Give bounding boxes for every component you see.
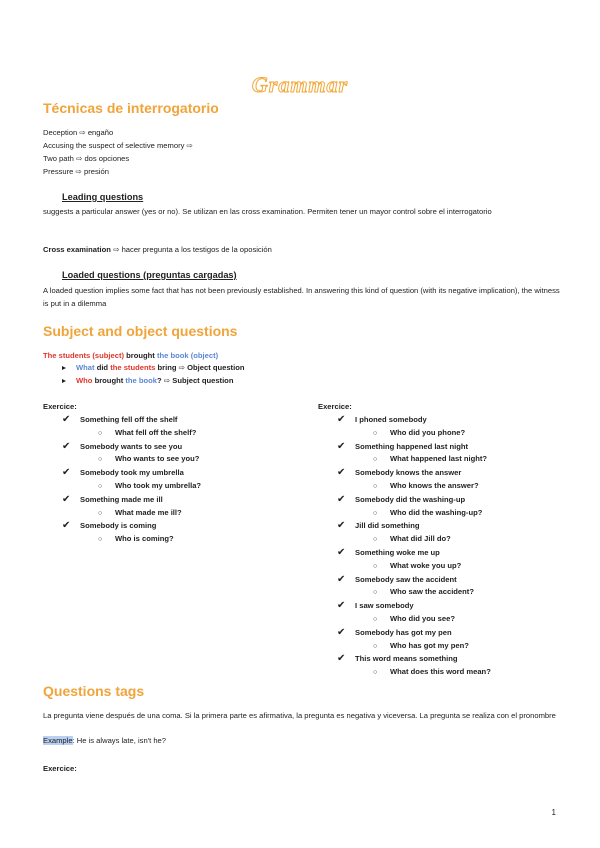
vocab-translation: engaño <box>87 128 114 137</box>
question-type-label: Object question <box>187 363 245 372</box>
bullet-subject-question: Who brought the book? ⇨ Subject question <box>62 375 233 386</box>
aux-verb: did <box>96 363 109 372</box>
exercise-question <box>337 480 491 494</box>
vocab-term: Accusing the suspect of selective memory <box>43 141 185 150</box>
bullet-object: the book <box>125 376 158 385</box>
statement-text: Jill did something <box>355 521 420 531</box>
vocab-line-3 <box>43 153 129 164</box>
question-text: What did Jill do? <box>390 534 451 544</box>
question-text: Who saw the accident? <box>390 587 474 597</box>
question-text: Who is coming? <box>115 534 174 544</box>
exercise-question <box>337 640 491 654</box>
document-title: Grammar <box>251 72 349 97</box>
circle-bullet-icon: ○ <box>373 669 378 677</box>
statement-text: Something happened last night <box>355 441 469 451</box>
exercise-question <box>62 480 201 494</box>
question-text: What fell off the shelf? <box>115 427 197 437</box>
exercise-question <box>62 507 201 521</box>
vocab-term: Pressure <box>43 167 74 176</box>
arrow-icon: ⇨ <box>186 141 193 150</box>
checkmark-icon: ✔ <box>337 600 346 612</box>
checkmark-icon: ✔ <box>337 626 346 638</box>
wh-word: What <box>76 363 95 372</box>
question-text: Who wants to see you? <box>115 454 200 464</box>
exercise-list-left <box>62 414 201 547</box>
statement-text: Somebody has got my pen <box>355 627 452 637</box>
question-text: Who took my umbrella? <box>115 480 202 490</box>
leading-questions-text: suggests a particular answer (yes or no). Se utilizan en las cross examination. Permiten tener un mayor control sobre el interrogatorio <box>43 207 492 216</box>
circle-bullet-icon: ○ <box>98 429 103 437</box>
checkmark-icon: ✔ <box>337 440 346 452</box>
questions-tags-text: La pregunta viene después de una coma. Si la primera parte es afirmativa, la pregunta es negativa y viceversa. La pregunta se realiza con el pronombre <box>43 711 556 720</box>
exercise-statement <box>337 600 491 613</box>
statement-text: Something made me ill <box>80 494 163 504</box>
questions-tags-example <box>43 735 166 746</box>
exercise-question <box>62 533 201 547</box>
circle-bullet-icon: ○ <box>373 615 378 623</box>
arrow-icon: ⇨ <box>178 363 185 372</box>
loaded-questions-text: A loaded question implies some fact that has not been previously established. In answering this kind of question (with its negative implication), the witness is put in a dilemma <box>43 286 560 308</box>
page-number: 1 <box>551 808 556 817</box>
example-text: : He is always late, isn't he? <box>72 736 167 745</box>
bullet-verb: brought <box>94 376 124 385</box>
checkmark-icon: ✔ <box>62 520 71 532</box>
circle-bullet-icon: ○ <box>98 456 103 464</box>
wh-word: Who <box>76 376 93 385</box>
circle-bullet-icon: ○ <box>373 589 378 597</box>
circle-bullet-icon: ○ <box>98 482 103 490</box>
arrow-icon: ⇨ <box>79 128 86 137</box>
arrow-icon: ⇨ <box>75 167 82 176</box>
example-verb: brought <box>126 351 155 360</box>
circle-bullet-icon: ○ <box>373 482 378 490</box>
subject-object-example <box>43 350 218 361</box>
circle-bullet-icon: ○ <box>373 429 378 437</box>
exercise-statement <box>337 494 491 507</box>
vocab-line-2 <box>43 140 193 151</box>
statement-text: Somebody did the washing-up <box>355 494 466 504</box>
example-object: the book (object) <box>156 351 219 360</box>
circle-bullet-icon: ○ <box>373 562 378 570</box>
statement-text: Something fell off the shelf <box>80 415 178 424</box>
checkmark-icon: ✔ <box>62 440 71 452</box>
heading-leading-questions: Leading questions <box>62 192 144 202</box>
vocab-line-1 <box>43 127 113 138</box>
question-text: Who did you see? <box>390 613 455 623</box>
exercise-question <box>337 666 491 680</box>
exercise-label-right: Exercice: <box>318 402 352 411</box>
exercise-statement <box>337 520 491 533</box>
statement-text: Somebody saw the accident <box>355 574 457 584</box>
exercise-question <box>337 507 491 521</box>
checkmark-icon: ✔ <box>337 414 346 425</box>
vocab-translation: presión <box>84 167 109 176</box>
circle-bullet-icon: ○ <box>98 536 103 544</box>
arrow-icon: ⇨ <box>163 376 171 385</box>
exercise-label-left: Exercice: <box>43 402 77 411</box>
exercise-statement <box>337 414 491 427</box>
bullet-verb: bring <box>157 363 177 372</box>
bullet-object-question <box>62 362 244 373</box>
exercise-statement <box>337 627 491 640</box>
checkmark-icon: ✔ <box>62 414 71 425</box>
exercise-statement <box>62 467 201 480</box>
exercise-question <box>337 453 491 467</box>
exercise-list-right <box>337 414 491 680</box>
heading-loaded-questions: Loaded questions (preguntas cargadas) <box>62 270 237 280</box>
checkmark-icon: ✔ <box>62 467 71 479</box>
cross-definition: hacer pregunta a los testigos de la oposición <box>121 245 272 254</box>
checkmark-icon: ✔ <box>337 546 346 558</box>
exercise-question <box>62 453 201 467</box>
question-text: What made me ill? <box>115 507 182 517</box>
exercise-statement <box>337 547 491 560</box>
checkmark-icon: ✔ <box>62 493 71 505</box>
circle-bullet-icon: ○ <box>373 536 378 544</box>
exercise-statement <box>337 653 491 666</box>
checkmark-icon: ✔ <box>337 653 346 665</box>
arrow-icon: ⇨ <box>113 245 120 254</box>
exercise-question <box>337 533 491 547</box>
heading-subject-object: Subject and object questions <box>43 323 238 339</box>
question-text: What woke you up? <box>390 560 462 570</box>
statement-text: Something woke me up <box>355 547 440 557</box>
statement-text: Somebody wants to see you <box>80 441 183 451</box>
statement-text: This word means something <box>355 654 458 664</box>
example-label: Example <box>43 736 73 745</box>
exercise-statement <box>62 520 201 533</box>
cross-term: Cross examination <box>43 245 111 254</box>
statement-text: I saw somebody <box>355 601 414 611</box>
question-text: Who did the washing-up? <box>390 507 483 517</box>
vocab-translation: dos opciones <box>84 154 130 163</box>
arrow-icon: ⇨ <box>75 154 83 163</box>
question-text: Who did you phone? <box>390 427 466 437</box>
exercise-question <box>337 613 491 627</box>
vocab-term: Two path <box>43 154 74 163</box>
bullet-triangle-icon <box>62 379 66 383</box>
exercise-statement <box>62 414 201 427</box>
bullet-triangle-icon <box>62 366 66 370</box>
checkmark-icon: ✔ <box>337 467 346 479</box>
exercise-question <box>337 427 491 441</box>
bullet-subject: the students <box>110 363 156 372</box>
circle-bullet-icon: ○ <box>373 642 378 650</box>
exercise-statement <box>62 494 201 507</box>
circle-bullet-icon: ○ <box>373 509 378 517</box>
statement-text: Somebody is coming <box>80 521 157 531</box>
exercise-statement <box>62 441 201 454</box>
exercise-statement <box>337 574 491 587</box>
heading-questions-tags: Questions tags <box>43 683 145 699</box>
exercise-question <box>62 427 201 441</box>
example-subject: The students (subject) <box>43 351 125 360</box>
exercise-statement <box>337 441 491 454</box>
question-text: What does this word mean? <box>390 667 491 677</box>
checkmark-icon: ✔ <box>337 573 346 585</box>
question-type-label: Subject question <box>172 376 234 385</box>
vocab-line-4 <box>43 166 109 177</box>
exercise-question <box>337 560 491 574</box>
question-text: Who has got my pen? <box>390 640 469 650</box>
statement-text: I phoned somebody <box>355 415 427 424</box>
circle-bullet-icon: ○ <box>98 509 103 517</box>
question-text: What happened last night? <box>390 454 488 464</box>
checkmark-icon: ✔ <box>337 493 346 505</box>
cross-examination-line <box>43 244 272 255</box>
circle-bullet-icon: ○ <box>373 456 378 464</box>
exercise-question <box>337 586 491 600</box>
checkmark-icon: ✔ <box>337 520 346 532</box>
question-text: Who knows the answer? <box>390 480 479 490</box>
exercise-statement <box>337 467 491 480</box>
vocab-term: Deception <box>43 128 78 137</box>
heading-tecnicas: Técnicas de interrogatorio <box>43 100 219 116</box>
statement-text: Somebody knows the answer <box>355 468 462 478</box>
exercise-label-tags: Exercice: <box>43 764 77 773</box>
statement-text: Somebody took my umbrella <box>80 468 184 478</box>
